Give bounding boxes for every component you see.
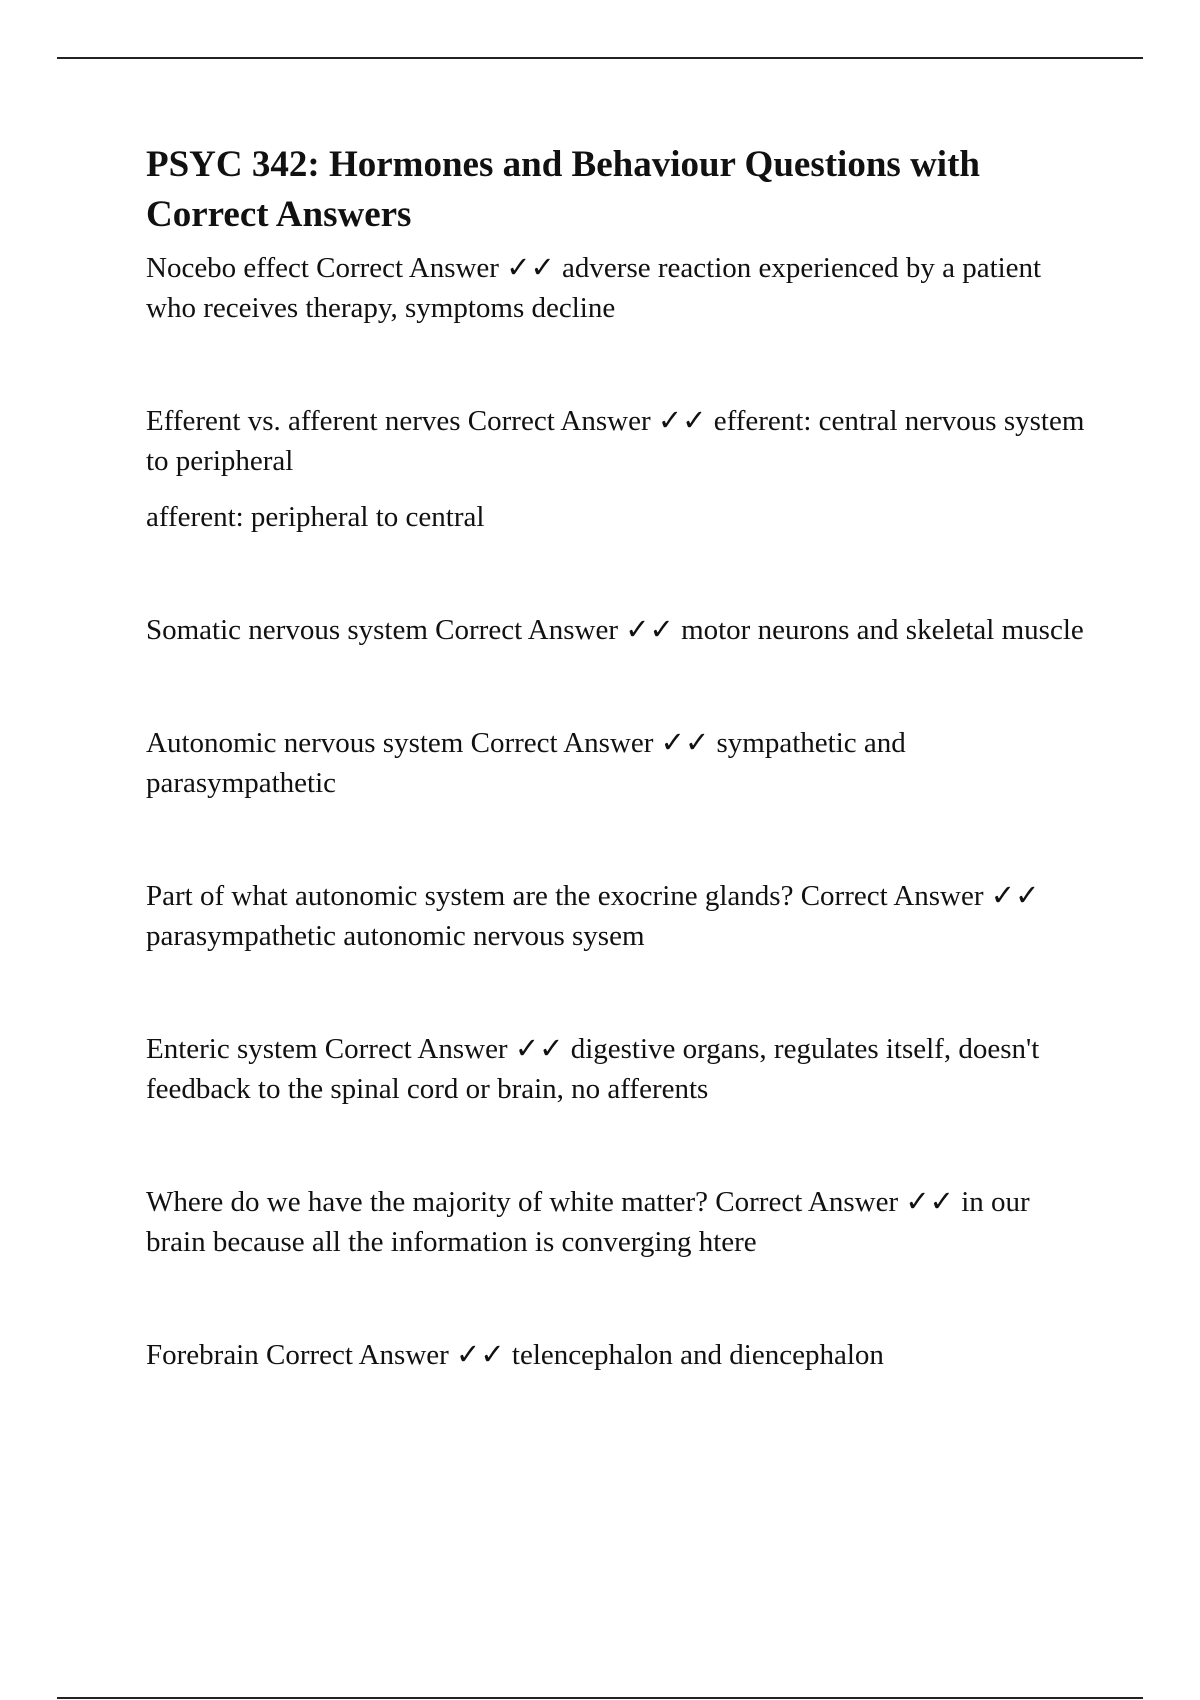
- qa-text: Efferent vs. afferent nerves Correct Answer ✓✓ efferent: central nervous system to peripheral: [146, 405, 1085, 477]
- qa-item: [146, 723, 1086, 803]
- qa-text: Where do we have the majority of white matter? Correct Answer ✓✓ in our brain because all the information is converging htere: [146, 1186, 1030, 1258]
- qa-item: [146, 1182, 1086, 1262]
- qa-text: Nocebo effect Correct Answer ✓✓ adverse reaction experienced by a patient who receives therapy, symptoms decline: [146, 252, 1042, 324]
- qa-item: [146, 401, 1086, 537]
- qa-extra-text: afferent: peripheral to central: [146, 501, 485, 533]
- qa-text: Somatic nervous system Correct Answer ✓✓ motor neurons and skeletal muscle: [146, 614, 1084, 646]
- qa-item: [146, 876, 1086, 956]
- qa-item: [146, 248, 1086, 328]
- page-title: PSYC 342: Hormones and Behaviour Questions with Correct Answers: [146, 144, 980, 235]
- top-rule: [57, 57, 1143, 59]
- qa-text: Enteric system Correct Answer ✓✓ digestive organs, regulates itself, doesn't feedback to the spinal cord or brain, no afferents: [146, 1033, 1040, 1105]
- qa-item: [146, 1029, 1086, 1109]
- bottom-rule: [57, 1697, 1143, 1699]
- qa-item: [146, 610, 1086, 650]
- document-body: [146, 140, 1086, 1375]
- qa-text: Forebrain Correct Answer ✓✓ telencephalon and diencephalon: [146, 1339, 884, 1371]
- qa-item: [146, 1335, 1086, 1375]
- qa-text: Part of what autonomic system are the exocrine glands? Correct Answer ✓✓ parasympathetic autonomic nervous sysem: [146, 880, 1040, 952]
- qa-text: Autonomic nervous system Correct Answer ✓✓ sympathetic and parasympathetic: [146, 727, 906, 799]
